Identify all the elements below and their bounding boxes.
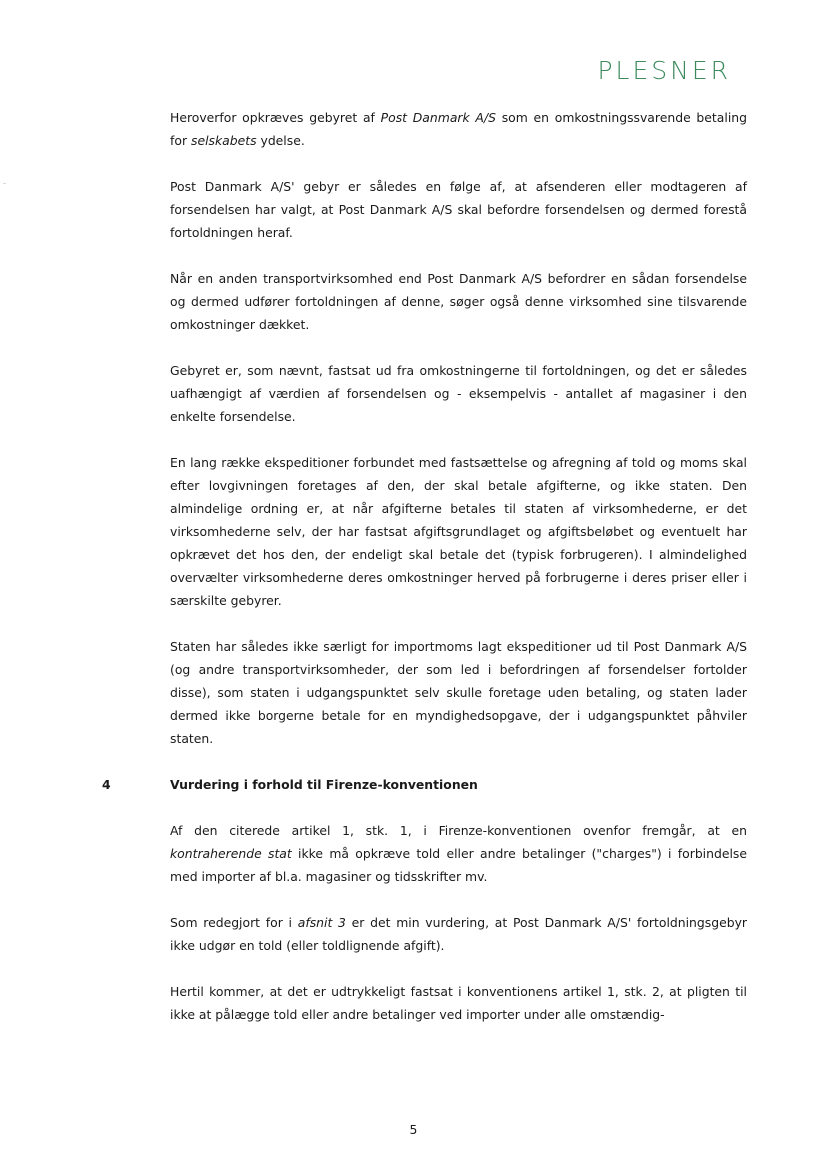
paragraph-5: En lang række ekspeditioner forbundet med fastsættelse og afregning af told og moms skal efter lovgivningen foretages af den, der skal betale afgifterne, og ikke staten. Den almindelige ordning er, at når afgifterne betales til staten af virksomhederne, er det virksomhederne selv, der har fastsat afgiftsgrundlaget og afgiftsbeløbet og eventuelt har opkrævet det hos den, der endeligt skal betale det (typisk forbrugeren). I almindelighed overvælter virksomhederne deres omkostninger herved på forbrugerne i deres priser eller i særskilte gebyrer. — [170, 455, 747, 608]
paragraph-6: Staten har således ikke særligt for importmoms lagt ekspeditioner ud til Post Danmark A/S (og andre transportvirksomheder, der som led i befordringen af forsendelser fortolder disse), som staten i udgangspunktet selv skulle foretage uden betaling, og staten lader dermed ikke borgerne betale for en myndighedsopgave, der i udgangspunktet påhviler staten. — [170, 639, 747, 746]
emphasis-italic: afsnit 3 — [297, 915, 346, 930]
section-heading — [102, 773, 747, 796]
plesner-logo: PLESNER — [597, 56, 731, 85]
paragraph-3: Når en anden transportvirksomhed end Post Danmark A/S befordrer en sådan forsendelse og dermed udfører fortoldningen af denne, søger også denne virksomhed sine tilsvarende omkostninger dækket. — [170, 271, 747, 332]
emphasis-italic: selskabets — [190, 133, 257, 148]
document-body — [102, 106, 747, 1049]
section-paragraph-3: Hertil kommer, at det er udtrykkeligt fastsat i konventionens artikel 1, stk. 2, at pligten til ikke at pålægge told eller andre betalinger ved importer under alle omstændig- — [170, 984, 747, 1022]
section-number: 4 — [102, 777, 111, 792]
paragraph-4: Gebyret er, som nævnt, fastsat ud fra omkostningerne til fortoldningen, og det er således uafhængigt af værdien af forsendelsen og - eksempelvis - antallet af magasiner i den enkelte forsendelse. — [170, 363, 747, 424]
scan-artifact — [3, 183, 6, 184]
section-title: Vurdering i forhold til Firenze-konventionen — [170, 777, 478, 792]
company-name-italic: Post Danmark A/S — [380, 110, 496, 125]
paragraph-1: Heroverfor opkræves gebyret af Post Danmark A/S som en omkostningssvarende betaling for selskabets ydelse. — [170, 110, 747, 148]
paragraph-2: Post Danmark A/S' gebyr er således en følge af, at afsenderen eller modtageren af forsendelsen har valgt, at Post Danmark A/S skal befordre forsendelsen og dermed forestå fortoldningen heraf. — [170, 179, 747, 240]
section-paragraph-2: Som redegjort for i afsnit 3 er det min vurdering, at Post Danmark A/S' fortoldningsgebyr ikke udgør en told (eller toldlignende afgift). — [170, 915, 747, 953]
emphasis-italic: kontraherende stat — [170, 846, 292, 861]
section-paragraph-1: Af den citerede artikel 1, stk. 1, i Firenze-konventionen ovenfor fremgår, at en kontraherende stat ikke må opkræve told eller andre betalinger ("charges") i forbindelse med importer af bl.a. magasiner og tidsskrifter mv. — [170, 823, 747, 884]
page-number: 5 — [409, 1122, 418, 1137]
